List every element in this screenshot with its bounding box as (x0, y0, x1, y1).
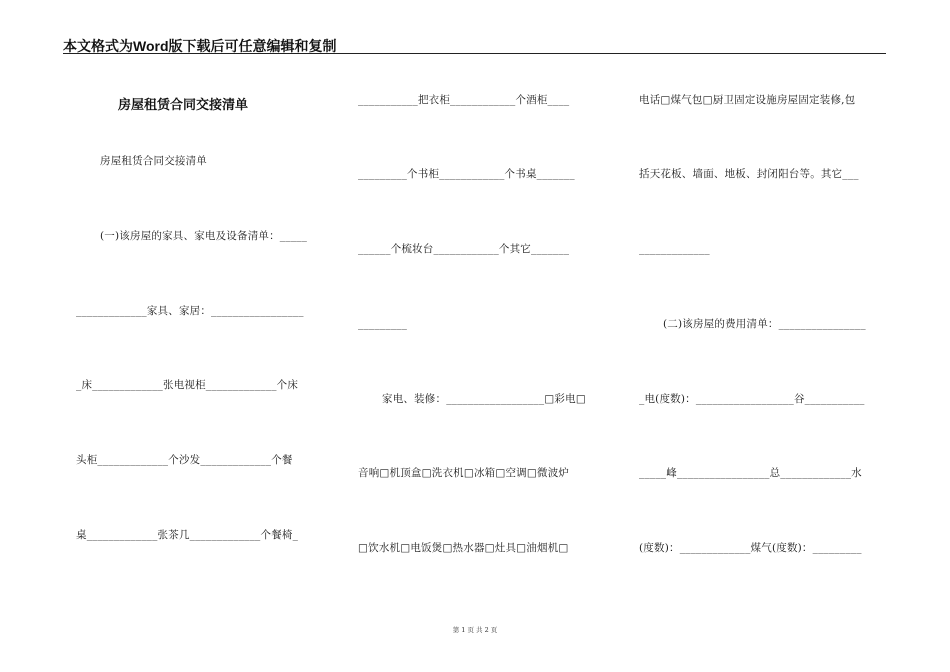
page-number: 第 1 页 共 2 页 (452, 626, 498, 634)
header-divider (63, 53, 886, 54)
col3-line: 括天花板、墙面、地板、封闭阳台等。其它___ (639, 168, 859, 180)
col2-line: 家电、装修：__________________□彩电□ (382, 393, 586, 405)
col3-line: _电(度数)：__________________谷___________ (639, 393, 865, 405)
col3-line: _____峰_________________总_____________水 (639, 467, 862, 479)
col3-line: (度数)：_____________煤气(度数)：_________ (639, 542, 862, 554)
col1-line: 桌_____________张茶几_____________个餐椅_ (76, 529, 299, 541)
col2-line: ___________把衣柜____________个酒柜____ (358, 94, 570, 106)
col3-line: _____________ (639, 243, 710, 255)
col3-line: 电话□煤气包□厨卫固定设施房屋固定装修,包 (639, 94, 856, 106)
col2-line: 音响□机顶盒□洗衣机□冰箱□空调□微波炉 (358, 467, 570, 479)
col1-line: (一)该房屋的家具、家电及设备清单：_____ (100, 230, 308, 242)
col1-line: 房屋租赁合同交接清单 (100, 155, 207, 167)
header-notice: 本文格式为Word版下载后可任意编辑和复制 (63, 38, 337, 54)
col2-line: _________ (358, 318, 408, 330)
document-title: 房屋租赁合同交接清单 (118, 97, 249, 112)
col2-line: _________个书柜____________个书桌_______ (358, 168, 575, 180)
col3-line: (二)该房屋的费用清单：________________ (663, 318, 866, 330)
col1-line: _床_____________张电视柜_____________个床 (76, 379, 299, 391)
col2-line: □饮水机□电饭煲□热水器□灶具□油烟机□ (358, 542, 569, 554)
col1-line: _____________家具、家居：_________________ (76, 305, 304, 317)
col2-line: ______个梳妆台____________个其它_______ (358, 243, 570, 255)
col1-line: 头柜_____________个沙发_____________个餐 (76, 454, 293, 466)
